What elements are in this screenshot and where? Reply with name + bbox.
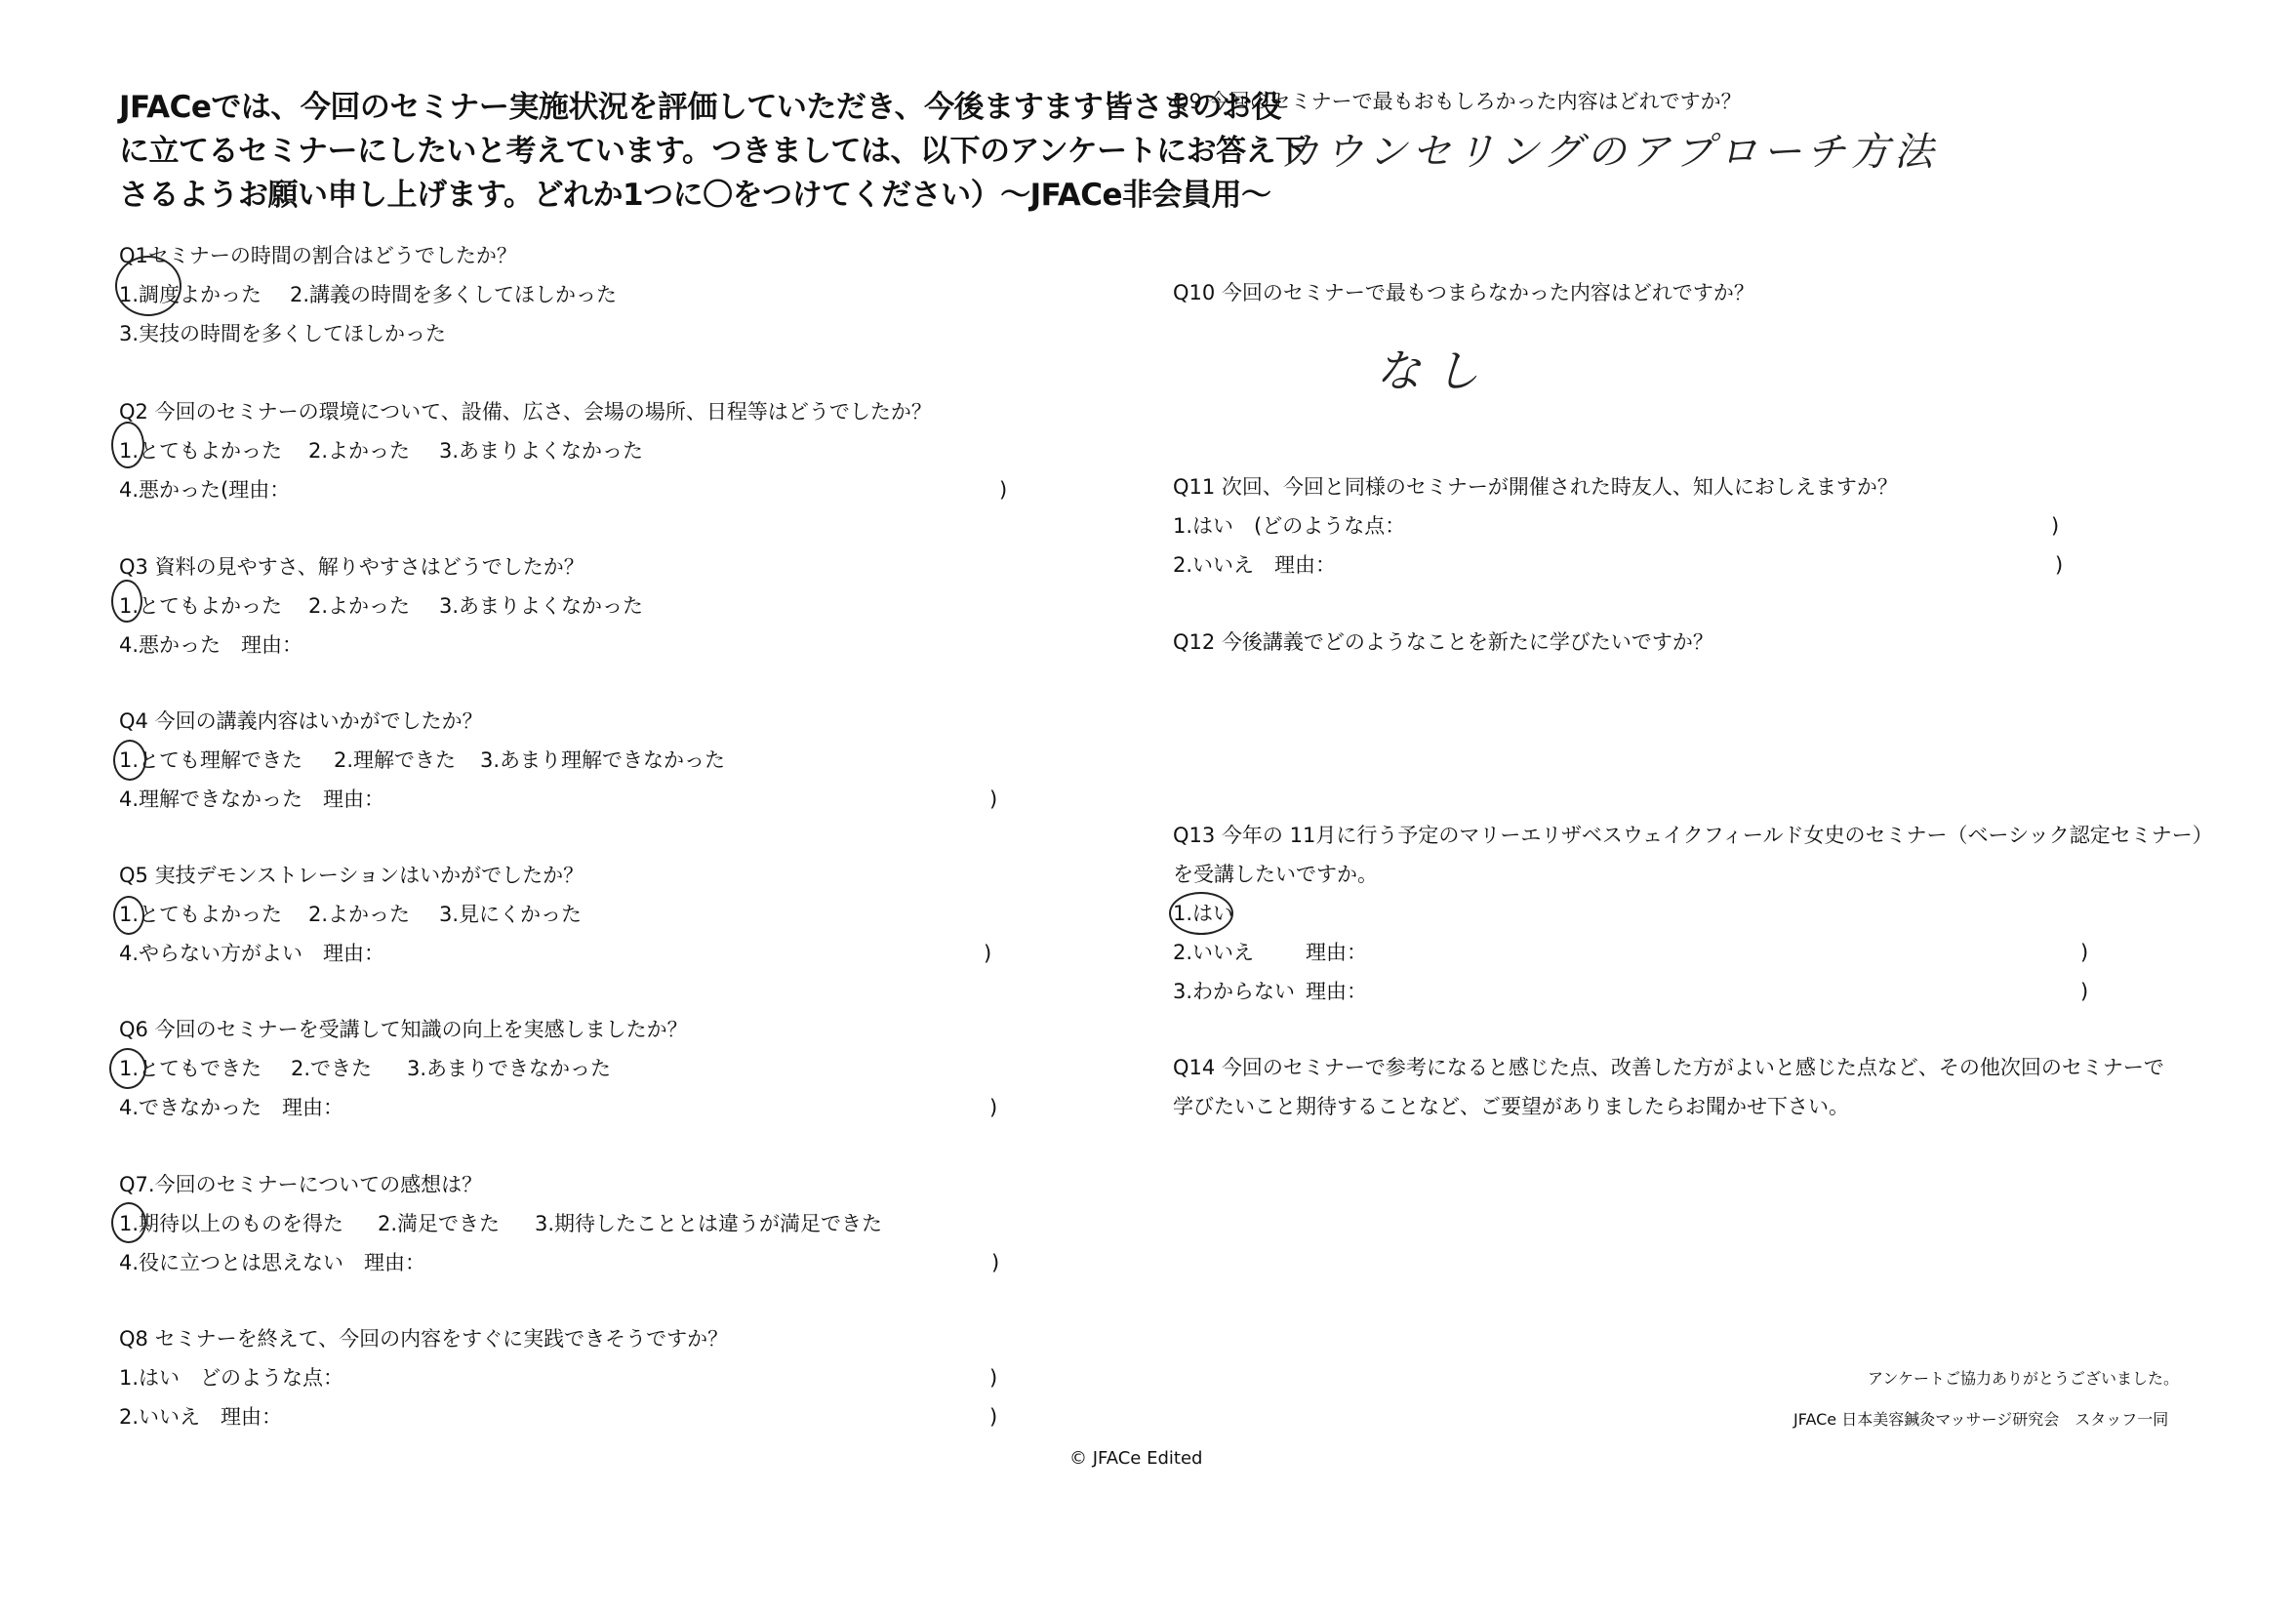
q7-close-paren: ) bbox=[991, 1251, 1000, 1274]
q11-close-paren-1: ) bbox=[2051, 514, 2060, 538]
question-14-title-2: 学びたいこと期待することなど、ご要望がありましたらお聞かせ下さい。 bbox=[1173, 1095, 1849, 1118]
q4-close-paren: ) bbox=[989, 787, 998, 811]
q4-option-1[interactable]: 1.とても理解できた bbox=[119, 748, 303, 772]
question-9-title: Q9 今回のセミナーで最もおもしろかった内容はどれですか？ bbox=[1173, 90, 1742, 113]
intro-paragraph bbox=[119, 86, 1306, 218]
question-1-title: Q1セミナーの時間の割合はどうでしたか？ bbox=[119, 244, 517, 267]
question-4-title: Q4 今回の講義内容はいかがでしたか？ bbox=[119, 709, 483, 733]
q7-option-4[interactable]: 4.役に立つとは思えない 理由： bbox=[119, 1251, 426, 1274]
q2-option-2[interactable]: 2.よかった bbox=[308, 439, 411, 463]
q7-option-2[interactable]: 2.満足できた bbox=[378, 1212, 501, 1235]
q13-option-1[interactable]: 1.はい bbox=[1173, 902, 1234, 925]
q7-option-3[interactable]: 3.期待したこととは違うが満足できた bbox=[535, 1212, 883, 1235]
question-8 bbox=[119, 1319, 1095, 1436]
question-6-title: Q6 今回のセミナーを受講して知識の向上を実感しましたか？ bbox=[119, 1018, 688, 1041]
q5-option-4[interactable]: 4.やらない方がよい 理由： bbox=[119, 942, 385, 965]
q2-option-4[interactable]: 4.悪かった(理由： bbox=[119, 478, 291, 502]
q6-close-paren: ) bbox=[989, 1096, 998, 1119]
question-10 bbox=[1173, 273, 2246, 312]
q3-option-3[interactable]: 3.あまりよくなかった bbox=[439, 594, 644, 618]
question-12-title: Q12 今後講義でどのようなことを新たに学びたいですか？ bbox=[1173, 630, 1713, 654]
question-8-title: Q8 セミナーを終えて、今回の内容をすぐに実践できそうですか？ bbox=[119, 1327, 729, 1351]
q13-option-2[interactable]: 2.いいえ bbox=[1173, 941, 1255, 964]
q2-close-paren: ) bbox=[999, 478, 1008, 502]
q11-option-1[interactable]: 1.はい (どのような点： bbox=[1173, 514, 1406, 538]
q2-option-1[interactable]: 1.とてもよかった bbox=[119, 439, 283, 463]
question-11-title: Q11 次回、今回と同様のセミナーが開催された時友人、知人におしえますか？ bbox=[1173, 475, 1898, 499]
q8-option-1[interactable]: 1.はい どのような点： bbox=[119, 1366, 344, 1390]
q10-handwritten-answer: なし bbox=[1376, 344, 1493, 397]
question-1 bbox=[119, 236, 1095, 353]
intro-line-1: JFACeでは、今回のセミナー実施状況を評価していただき、今後ますます皆さまのお役 bbox=[119, 90, 1282, 125]
copyright-notice: © JFACe Edited bbox=[1069, 1448, 1203, 1469]
question-13-title-1: Q13 今年の 11月に行う予定のマリーエリザベスウェイクフィールド女史のセミナー（ベーシック認定セミナー） bbox=[1173, 824, 2213, 847]
question-14 bbox=[1173, 1048, 2266, 1126]
question-5-title: Q5 実技デモンストレーションはいかがでしたか？ bbox=[119, 864, 584, 887]
question-10-title: Q10 今回のセミナーで最もつまらなかった内容はどれですか？ bbox=[1173, 281, 1754, 304]
q13-close-paren-1: ) bbox=[2080, 941, 2089, 964]
q4-option-2[interactable]: 2.理解できた bbox=[334, 748, 457, 772]
q6-option-1[interactable]: 1.とてもできた bbox=[119, 1057, 262, 1080]
q3-option-4[interactable]: 4.悪かった 理由： bbox=[119, 633, 303, 657]
q8-option-2[interactable]: 2.いいえ 理由： bbox=[119, 1405, 283, 1429]
q6-option-3[interactable]: 3.あまりできなかった bbox=[407, 1057, 612, 1080]
question-9 bbox=[1173, 82, 2246, 121]
q8-close-paren-1: ) bbox=[989, 1366, 998, 1390]
question-2-title: Q2 今回のセミナーの環境について、設備、広さ、会場の場所、日程等はどうでしたか？ bbox=[119, 400, 932, 424]
question-12 bbox=[1173, 623, 2246, 662]
q1-option-2[interactable]: 2.講義の時間を多くしてほしかった bbox=[290, 283, 618, 306]
intro-line-2: に立てるセミナーにしたいと考えています。つきましては、以下のアンケートにお答え下 bbox=[119, 134, 1306, 169]
q3-option-2[interactable]: 2.よかった bbox=[308, 594, 411, 618]
question-6 bbox=[119, 1010, 1095, 1127]
q6-option-2[interactable]: 2.できた bbox=[291, 1057, 373, 1080]
question-4 bbox=[119, 702, 1095, 819]
question-5 bbox=[119, 856, 1095, 973]
q8-close-paren-2: ) bbox=[989, 1405, 998, 1429]
footer-thanks: アンケートご協力ありがとうございました。 bbox=[1868, 1369, 2180, 1388]
question-3-title: Q3 資料の見やすさ、解りやすさはどうでしたか？ bbox=[119, 555, 584, 579]
intro-line-3: さるようお願い申し上げます。どれか1つに〇をつけてください）〜JFACe非会員用〜 bbox=[119, 178, 1271, 213]
q1-option-3[interactable]: 3.実技の時間を多くしてほしかった bbox=[119, 322, 447, 345]
q5-option-2[interactable]: 2.よかった bbox=[308, 903, 411, 926]
q11-close-paren-2: ) bbox=[2055, 553, 2064, 577]
question-11 bbox=[1173, 467, 2246, 585]
q13-option-3-reason[interactable]: 理由： bbox=[1306, 980, 1367, 1003]
question-14-title-1: Q14 今回のセミナーで参考になると感じた点、改善した方がよいと感じた点など、その他次回のセミナーで bbox=[1173, 1056, 2164, 1079]
q5-option-1[interactable]: 1.とてもよかった bbox=[119, 903, 283, 926]
q1-option-1[interactable]: 1.調度よかった bbox=[119, 283, 262, 306]
q13-close-paren-2: ) bbox=[2080, 980, 2089, 1003]
q5-close-paren: ) bbox=[984, 942, 992, 965]
q6-option-4[interactable]: 4.できなかった 理由： bbox=[119, 1096, 344, 1119]
q7-option-1[interactable]: 1.期待以上のものを得た bbox=[119, 1212, 344, 1235]
question-7-title: Q7.今回のセミナーについての感想は？ bbox=[119, 1173, 483, 1196]
q11-option-2[interactable]: 2.いいえ 理由： bbox=[1173, 553, 1337, 577]
q13-option-2-reason[interactable]: 理由： bbox=[1306, 941, 1367, 964]
question-13-title-2: を受講したいですか。 bbox=[1173, 863, 1378, 886]
q9-handwritten-answer: カウンセリングのアプローチ方法 bbox=[1280, 130, 1939, 175]
question-2 bbox=[119, 392, 1095, 509]
q3-option-1[interactable]: 1.とてもよかった bbox=[119, 594, 283, 618]
q4-option-3[interactable]: 3.あまり理解できなかった bbox=[480, 748, 726, 772]
q13-option-3[interactable]: 3.わからない bbox=[1173, 980, 1296, 1003]
footer-organization: JFACe 日本美容鍼灸マッサージ研究会 スタッフ一同 bbox=[1793, 1410, 2169, 1429]
question-3 bbox=[119, 547, 1095, 665]
question-13 bbox=[1173, 816, 2266, 1011]
question-7 bbox=[119, 1165, 1095, 1282]
q2-option-3[interactable]: 3.あまりよくなかった bbox=[439, 439, 644, 463]
q5-option-3[interactable]: 3.見にくかった bbox=[439, 903, 583, 926]
q4-option-4[interactable]: 4.理解できなかった 理由： bbox=[119, 787, 385, 811]
